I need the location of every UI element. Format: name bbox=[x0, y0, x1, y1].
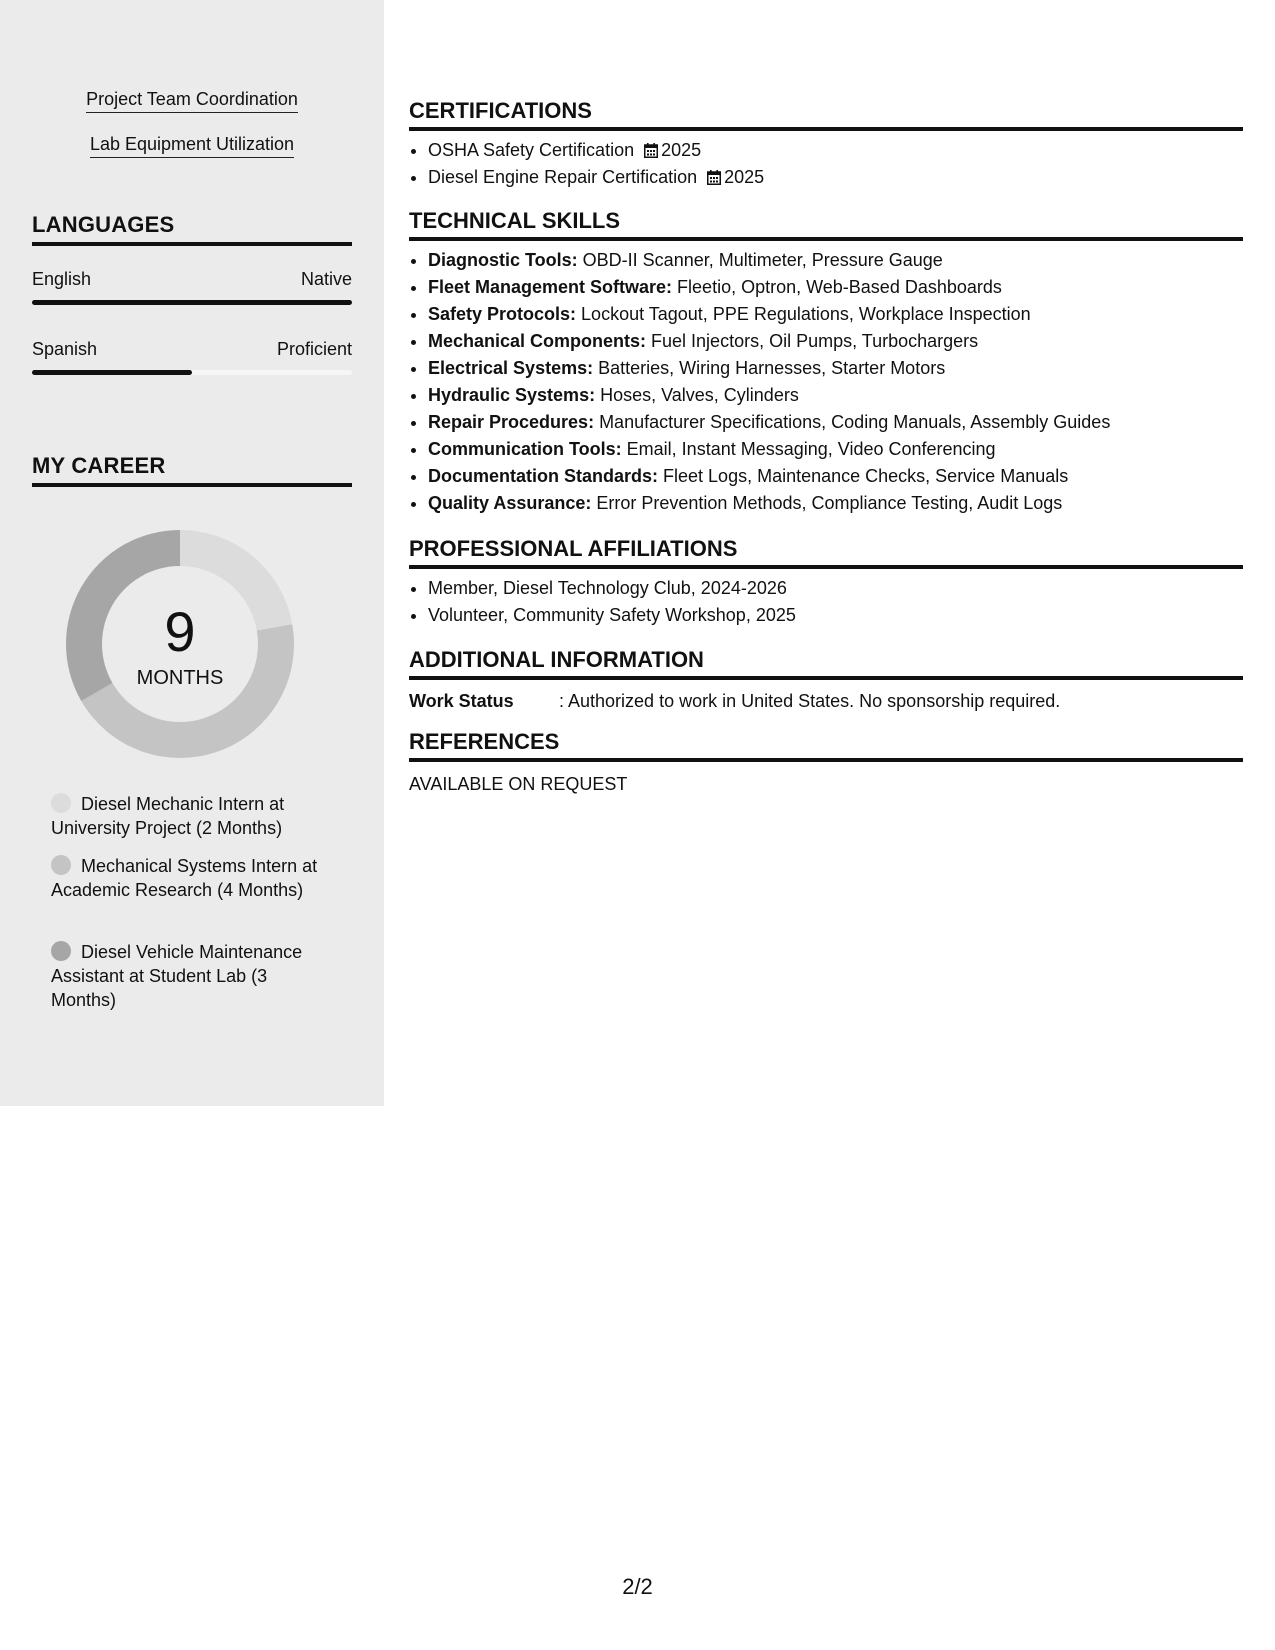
affiliation-item: • Volunteer, Community Safety Workshop, 2025 bbox=[428, 602, 1262, 629]
language-bar-fill bbox=[32, 370, 192, 375]
skill-item: • Electrical Systems: Batteries, Wiring Harnesses, Starter Motors bbox=[428, 355, 1262, 382]
affiliations-heading: PROFESSIONAL AFFILIATIONS bbox=[409, 536, 1243, 569]
page-number: 2/2 bbox=[622, 1574, 653, 1599]
skill-tag-project-team-coordination: Project Team Coordination bbox=[0, 88, 384, 113]
language-bar-fill bbox=[32, 300, 352, 305]
career-heading: MY CAREER bbox=[32, 453, 352, 487]
legend-dot bbox=[51, 941, 71, 961]
career-legend-item bbox=[51, 792, 321, 840]
affiliations-list bbox=[409, 575, 1262, 629]
language-name: English bbox=[32, 269, 92, 289]
legend-dot bbox=[51, 855, 71, 875]
legend-label: Mechanical Systems Intern at Academic Research (4 Months) bbox=[51, 856, 318, 900]
legend-label: Diesel Mechanic Intern at University Project (2 Months) bbox=[51, 794, 285, 838]
career-donut-chart bbox=[66, 530, 294, 758]
technical-skills-list bbox=[409, 247, 1262, 517]
language-level: Native bbox=[300, 269, 352, 289]
work-status-label: Work Status bbox=[409, 691, 514, 711]
language-bar-track bbox=[32, 370, 352, 375]
additional-information-heading: ADDITIONAL INFORMATION bbox=[409, 647, 1243, 680]
skill-item: • Diagnostic Tools: OBD-II Scanner, Multimeter, Pressure Gauge bbox=[428, 247, 1262, 274]
affiliation-item: • Member, Diesel Technology Club, 2024-2026 bbox=[428, 575, 1262, 602]
certifications-list bbox=[409, 137, 1262, 191]
language-name: Spanish bbox=[32, 339, 98, 359]
skill-item: • Hydraulic Systems: Hoses, Valves, Cylinders bbox=[428, 382, 1262, 409]
career-total-unit: MONTHS bbox=[136, 667, 224, 689]
skill-item: • Fleet Management Software: Fleetio, Optron, Web-Based Dashboards bbox=[428, 274, 1262, 301]
certification-item: • Diesel Engine Repair Certification 2025 bbox=[428, 164, 1262, 191]
certifications-heading: CERTIFICATIONS bbox=[409, 98, 1243, 131]
legend-dot bbox=[51, 793, 71, 813]
technical-skills-heading: TECHNICAL SKILLS bbox=[409, 208, 1243, 241]
languages-heading: LANGUAGES bbox=[32, 212, 352, 246]
language-bar-track bbox=[32, 300, 352, 305]
skill-item: • Communication Tools: Email, Instant Messaging, Video Conferencing bbox=[428, 436, 1262, 463]
sidebar bbox=[0, 0, 384, 1106]
language-level: Proficient bbox=[276, 339, 352, 359]
career-legend-item bbox=[51, 940, 321, 1012]
skill-item: • Mechanical Components: Fuel Injectors, Oil Pumps, Turbochargers bbox=[428, 328, 1262, 355]
references-heading: REFERENCES bbox=[409, 729, 1243, 762]
calendar-icon bbox=[707, 170, 721, 185]
references-text: AVAILABLE ON REQUEST bbox=[409, 774, 628, 794]
legend-label: Diesel Vehicle Maintenance Assistant at Student Lab (3 Months) bbox=[51, 942, 303, 1010]
skill-item: • Documentation Standards: Fleet Logs, Maintenance Checks, Service Manuals bbox=[428, 463, 1262, 490]
work-status-value: : Authorized to work in United States. No sponsorship required. bbox=[559, 691, 1061, 711]
skill-tag-lab-equipment-utilization: Lab Equipment Utilization bbox=[0, 133, 384, 158]
career-legend-item bbox=[51, 854, 321, 902]
skill-item: • Quality Assurance: Error Prevention Methods, Compliance Testing, Audit Logs bbox=[428, 490, 1262, 517]
certification-item: • OSHA Safety Certification 2025 bbox=[428, 137, 1262, 164]
skill-item: • Repair Procedures: Manufacturer Specifications, Coding Manuals, Assembly Guides bbox=[428, 409, 1262, 436]
skill-item: • Safety Protocols: Lockout Tagout, PPE Regulations, Workplace Inspection bbox=[428, 301, 1262, 328]
calendar-icon bbox=[644, 143, 658, 158]
career-total-months: 9 bbox=[164, 600, 196, 663]
